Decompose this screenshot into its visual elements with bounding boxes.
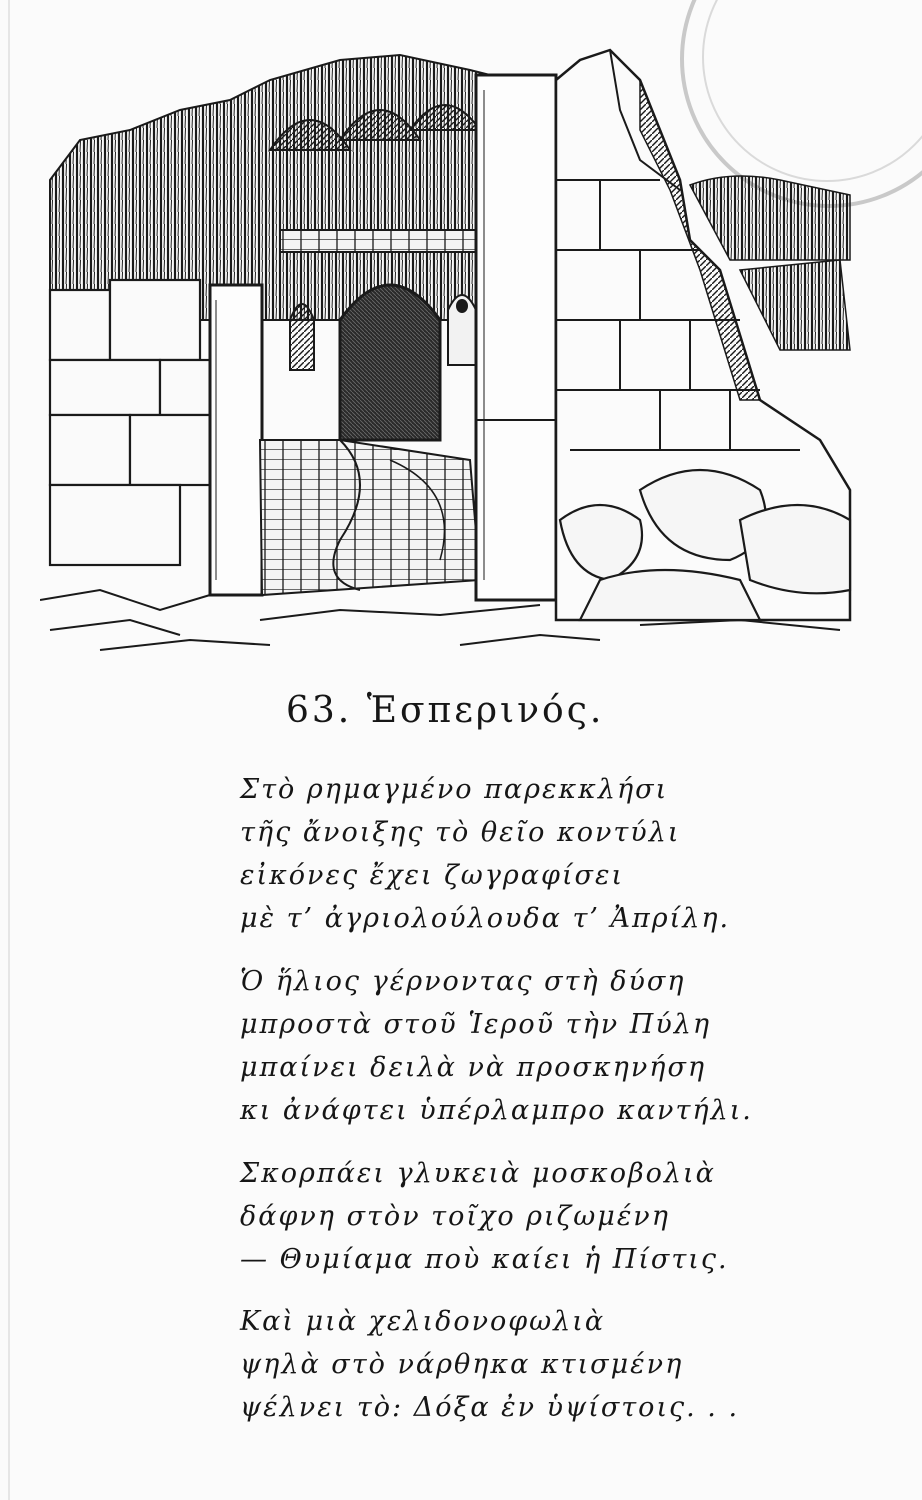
verse-line: Στὸ ρημαγμένο παρεκκλήσι xyxy=(240,774,669,805)
stanza-3 xyxy=(240,1152,740,1281)
stanza-1 xyxy=(240,768,740,940)
page-edge xyxy=(8,0,10,1500)
verse-line: μπροστὰ στοῦ Ἱεροῦ τὴν Πύλη xyxy=(240,1009,712,1040)
verse-line: Ὁ ἥλιος γέρνοντας στὴ δύση xyxy=(240,966,686,997)
verse-line: κι ἀνάφτει ὑπέρλαμπρο καντήλι. xyxy=(240,1095,753,1126)
stanza-2 xyxy=(240,960,753,1132)
verse-line: δάφνη στὸν τοῖχο ριζωμένη xyxy=(240,1201,670,1232)
verse-line: Σκορπάει γλυκειὰ μοσκοβολιὰ xyxy=(240,1158,716,1189)
verse-line: μπαίνει δειλὰ νὰ προσκηνήση xyxy=(240,1052,707,1083)
verse-line: ψέλνει τὸ: Δόξα ἐν ὑψίστοις. . . xyxy=(240,1392,740,1423)
verse-line: μὲ τ’ ἀγριολούλουδα τ’ Ἀπρίλη. xyxy=(240,903,731,934)
poem-title: 63. Ἑσπερινός. xyxy=(286,690,605,731)
verse-line: τῆς ἄνοιξης τὸ θεῖο κοντύλι xyxy=(240,817,681,848)
verse-line: ψηλὰ στὸ νάρθηκα κτισμένη xyxy=(240,1349,684,1380)
verse-line: εἰκόνες ἔχει ζωγραφίσει xyxy=(240,860,625,891)
ruined-chapel-drawing-icon xyxy=(40,20,860,660)
verse-line: Καὶ μιὰ χελιδονοφωλιὰ xyxy=(240,1306,606,1337)
verse-line: — Θυμίαμα ποὺ καίει ἡ Πίστις. xyxy=(240,1244,729,1275)
stanza-4 xyxy=(240,1300,740,1429)
